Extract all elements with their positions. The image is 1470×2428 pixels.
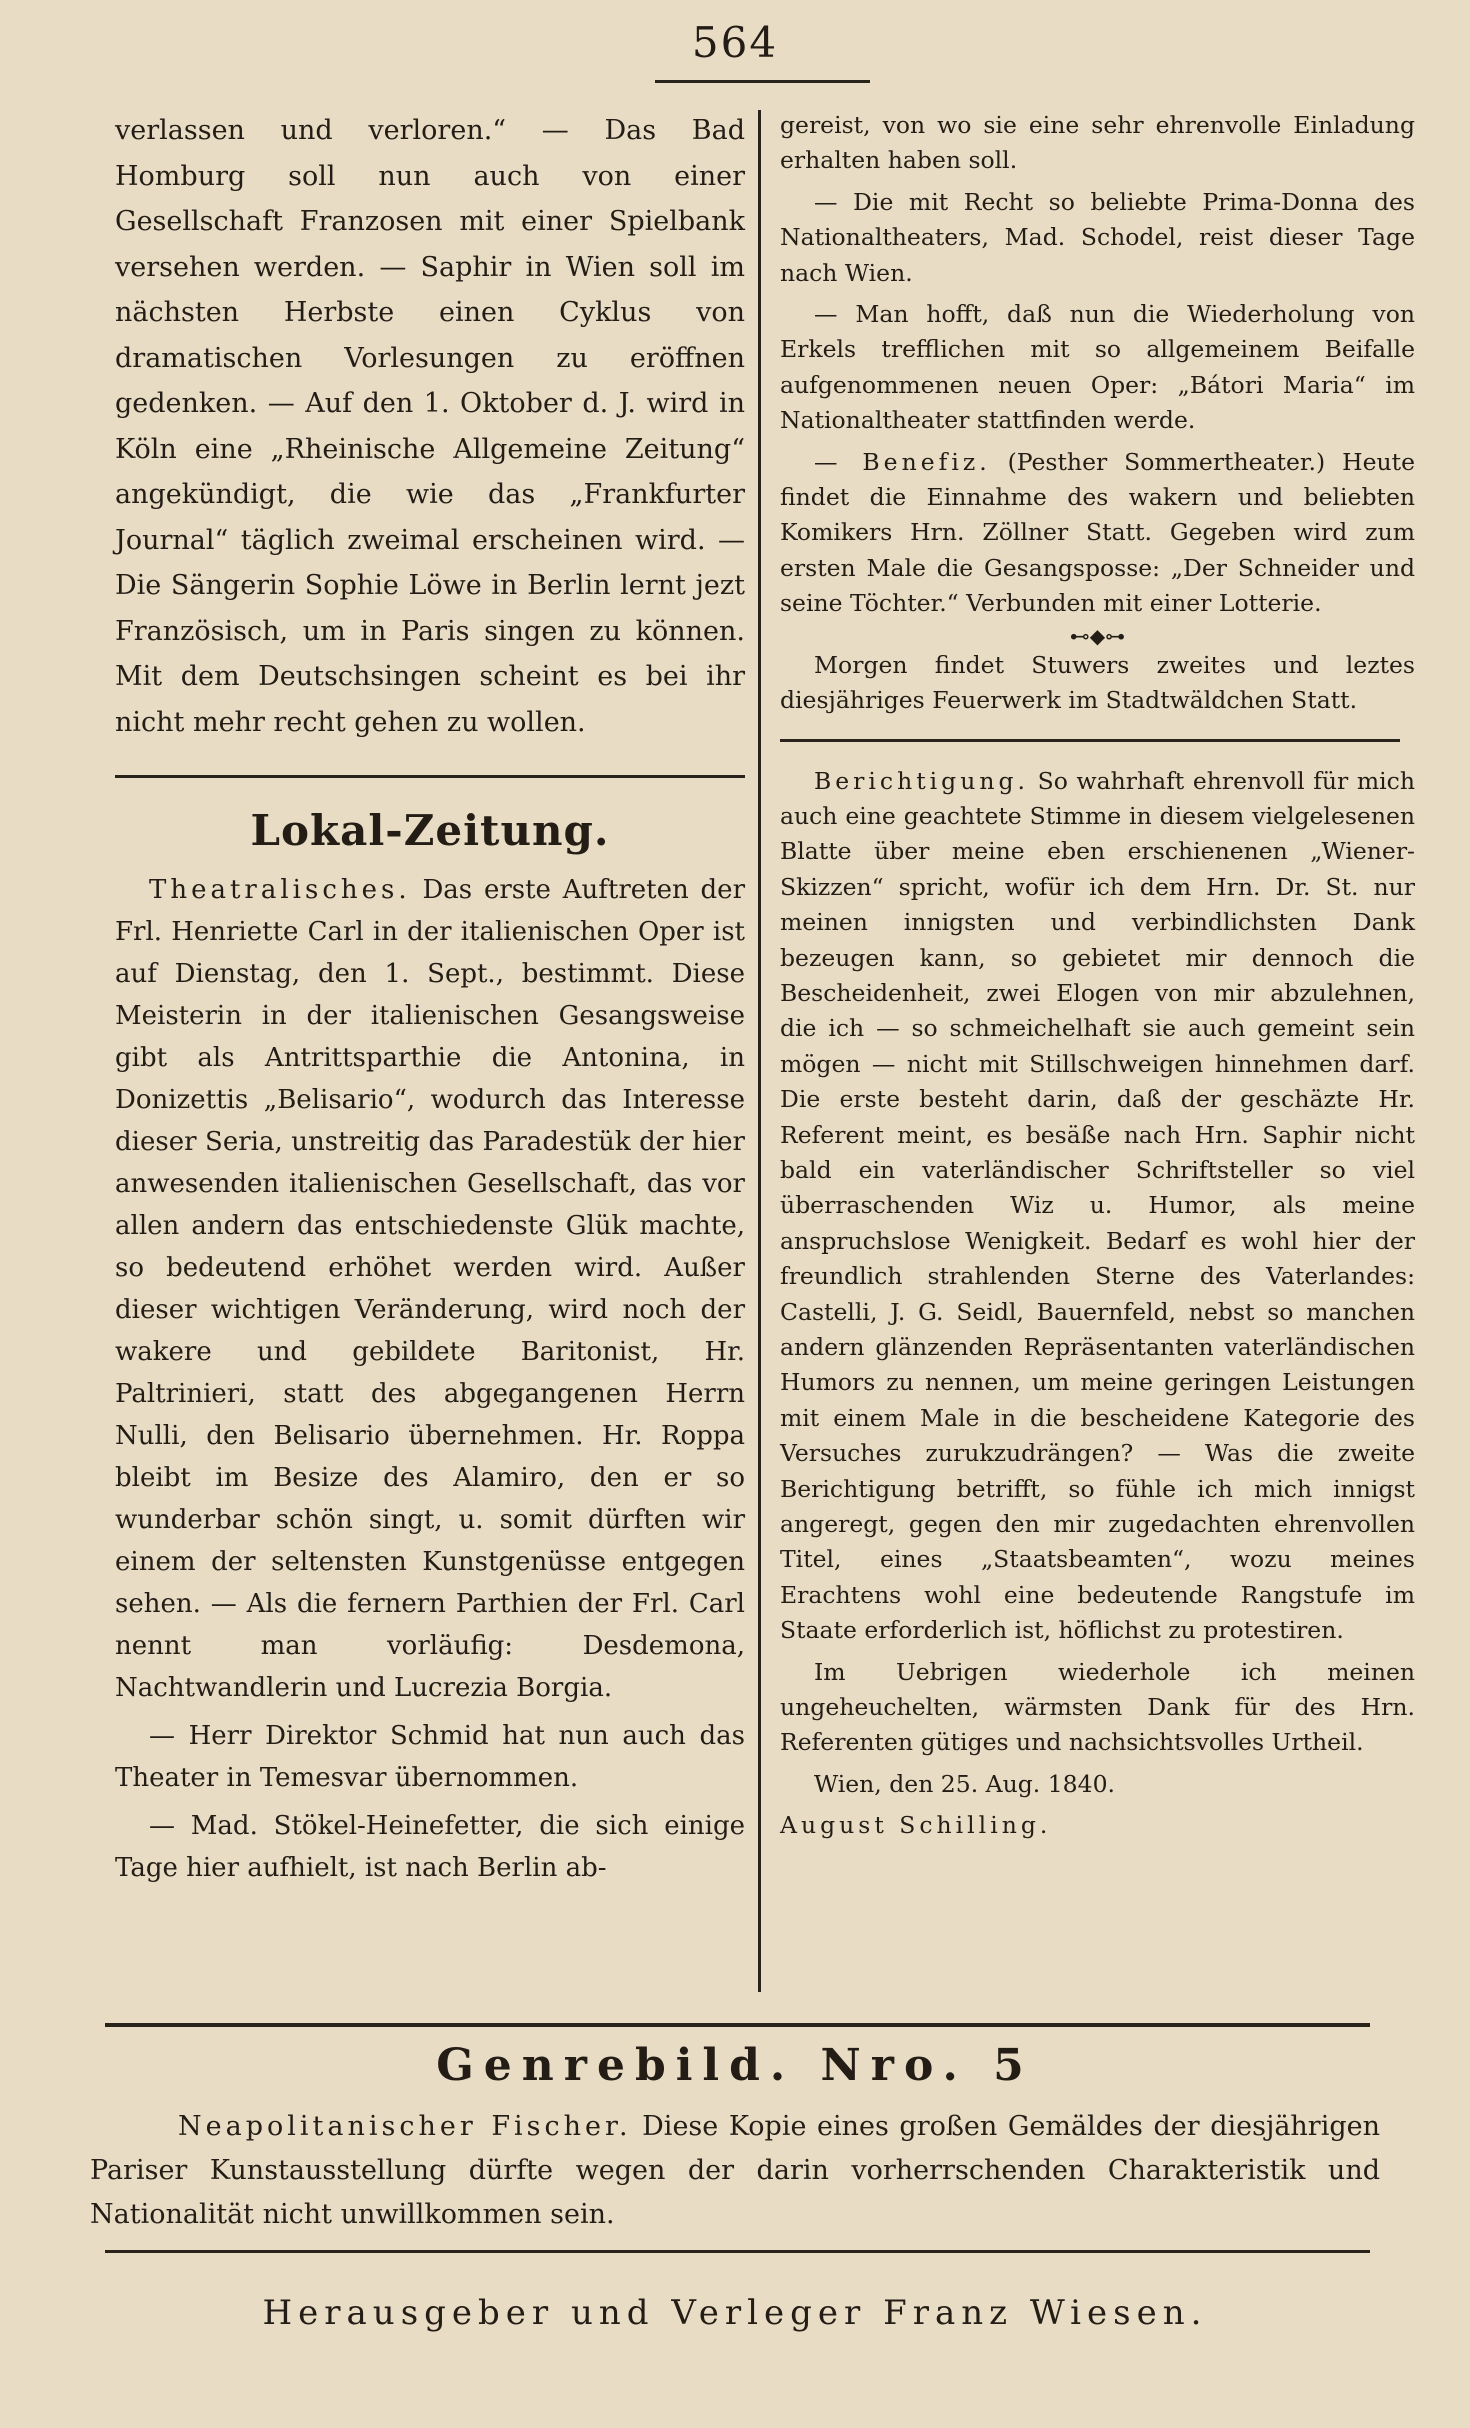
schmid-paragraph: — Herr Direktor Schmid hat nun auch das Theater in Temesvar übernommen. <box>115 1721 745 1793</box>
left-column <box>115 108 745 1889</box>
theatre-lead: Theatralisches. <box>149 875 411 905</box>
theatre-paragraph <box>115 869 745 1709</box>
ornament-divider: ⊷◆⊶ <box>1069 623 1126 648</box>
column-divider <box>758 110 761 1992</box>
section-divider <box>115 775 745 778</box>
continuation-paragraph: gereist, von wo sie eine sehr ehrenvolle Einladung erhalten haben soll. <box>780 111 1415 175</box>
letter-date: Wien, den 25. Aug. 1840. <box>814 1769 1116 1798</box>
header-rule <box>655 80 870 83</box>
fireworks-paragraph: Morgen findet Stuwers zweites und leztes diesjähriges Feuerwerk im Stadtwäldchen Statt. <box>780 650 1415 715</box>
full-width-rule-bottom <box>105 2250 1370 2253</box>
benefiz-paragraph <box>780 445 1415 622</box>
publisher-line: Herausgeber und Verleger Franz Wiesen. <box>262 2293 1208 2333</box>
correction-lead: Berichtigung. <box>814 766 1030 795</box>
section-title-lokal-zeitung: Lokal-Zeitung. <box>250 806 610 855</box>
full-width-rule-top <box>105 2023 1370 2027</box>
correction-paragraph <box>780 764 1415 1649</box>
genre-title: Genrebild. Nro. 5 <box>436 2040 1034 2091</box>
theatre-text: Das erste Auftreten der Frl. Henriette Carl in der italienischen Oper ist auf Dienstag, den 1. Sept., bestimmt. Diese Meisterin in der italienischen Gesangsweise gibt als Antrittsparthie die Antonina, in Donizettis „Belisario“, wodurch das Interesse dieser Seria, unstreitig das Paradestük der hier anwesenden italienischen Gesellschaft, das vor allen andern das entschiedenste Glük machte, so bedeutend erhöhet werden wird. Außer dieser wichtigen Veränderung, wird noch der wakere und gebildete Baritonist, Hr. Paltrinieri, statt des abgegangenen Herrn Nulli, den Belisario übernehmen. Hr. Roppa bleibt im Besize des Alamiro, den er so wunderbar schön singt, u. somit dürften wir einem der seltensten Kunstgenüsse entgegen sehen. — Als die fernern Parthien der Frl. Carl nennt man vorläufig: Desdemona, Nachtwandlerin und Lucrezia Borgia. <box>115 875 745 1703</box>
signature: August Schilling. <box>780 1811 1052 1840</box>
genre-text <box>90 2105 1380 2237</box>
stoekel-paragraph: — Mad. Stökel-Heinefetter, die sich einige Tage hier aufhielt, ist nach Berlin ab- <box>115 1811 745 1883</box>
genre-description: Diese Kopie eines großen Gemäldes der diesjährigen Pariser Kunstausstellung dürfte wegen der darin vorherrschenden Charakteristik und Nationalität nicht unwillkommen sein. <box>90 2111 1380 2230</box>
right-column <box>780 108 1415 1844</box>
correction-closing: Im Uebrigen wiederhole ich meinen ungeheuchelten, wärmsten Dank für des Hrn. Referenten gütiges und nachsichtsvolles Urtheil. <box>780 1657 1415 1757</box>
correction-divider <box>780 739 1400 742</box>
benefiz-text: (Pesther Sommertheater.) Heute findet die Einnahme des wakern und beliebten Komikers Hrn. Zöllner Statt. Gegeben wird zum ersten Male die Gesangsposse: „Der Schneider und seine Töchter.“ Verbunden mit einer Lotterie. <box>780 447 1415 618</box>
genre-section <box>90 2040 1380 2237</box>
genre-lead: Neapolitanischer Fischer. <box>178 2111 632 2142</box>
schodel-paragraph: — Die mit Recht so beliebte Prima-Donna des Nationaltheaters, Mad. Schodel, reist dieser Tage nach Wien. <box>780 187 1415 287</box>
news-paragraph-intro: verlassen und verloren.“ — Das Bad Homburg soll nun auch von einer Gesellschaft Franzosen mit einer Spielbank versehen werden. — Saphir in Wien soll im nächsten Herbste einen Cyklus von dramatischen Vorlesungen zu eröffnen gedenken. — Auf den 1. Oktober d. J. wird in Köln eine „Rheinische Allgemeine Zeitung“ angekündigt, die wie das „Frankfurter Journal“ täglich zweimal erscheinen wird. — Die Sängerin Sophie Löwe in Berlin lernt jezt Französisch, um in Paris singen zu können. Mit dem Deutschsingen scheint es bei ihr nicht mehr recht gehen zu wollen. <box>115 115 745 738</box>
correction-text: So wahrhaft ehrenvoll für mich auch eine geachtete Stimme in diesem vielgelesenen Blatte über meine eben erschienenen „Wiener-Skizzen“ spricht, wofür ich dem Hrn. Dr. St. nur meinen innigsten und verbindlichsten Dank bezeugen kann, so gebietet mir dennoch die Bescheidenheit, zwei Elogen von mir abzulehnen, die ich — so schmeichelhaft sie auch gemeint sein mögen — nicht mit Stillschweigen hinnehmen darf. Die erste besteht darin, daß der geschäzte Hr. Referent meint, es besäße nach Hrn. Saphir nicht bald ein vaterländischer Schriftsteller so viel überraschenden Wiz u. Humor, als meine anspruchslose Wenigkeit. Bedarf es wohl hier der freundlich strahlenden Sterne des Vaterlandes: Castelli, J. G. Seidl, Bauernfeld, nebst so manchen andern glänzenden Repräsentanten vaterländischen Humors zu nennen, um meine geringen Leistungen mit einem Male in die bescheidene Kategorie des Versuches zurukzudrängen? — Was die zweite Berichtigung betrifft, so fühle ich mich innigst angeregt, gegen den mir zugedachten ehrenvollen Titel, eines „Staatsbeamten“, wozu meines Erachtens wohl eine bedeutende Rangstufe im Staate erforderlich ist, höflichst zu protestiren. <box>780 766 1415 1645</box>
erkel-paragraph: — Man hofft, daß nun die Wiederholung von Erkels trefflichen mit so allgemeinem Beifalle aufgenommenen neuen Oper: „Bátori Maria“ im Nationaltheater stattfinden werde. <box>780 300 1415 435</box>
page-number: 564 <box>691 18 779 67</box>
benefiz-lead: — Benefiz. <box>814 447 991 476</box>
